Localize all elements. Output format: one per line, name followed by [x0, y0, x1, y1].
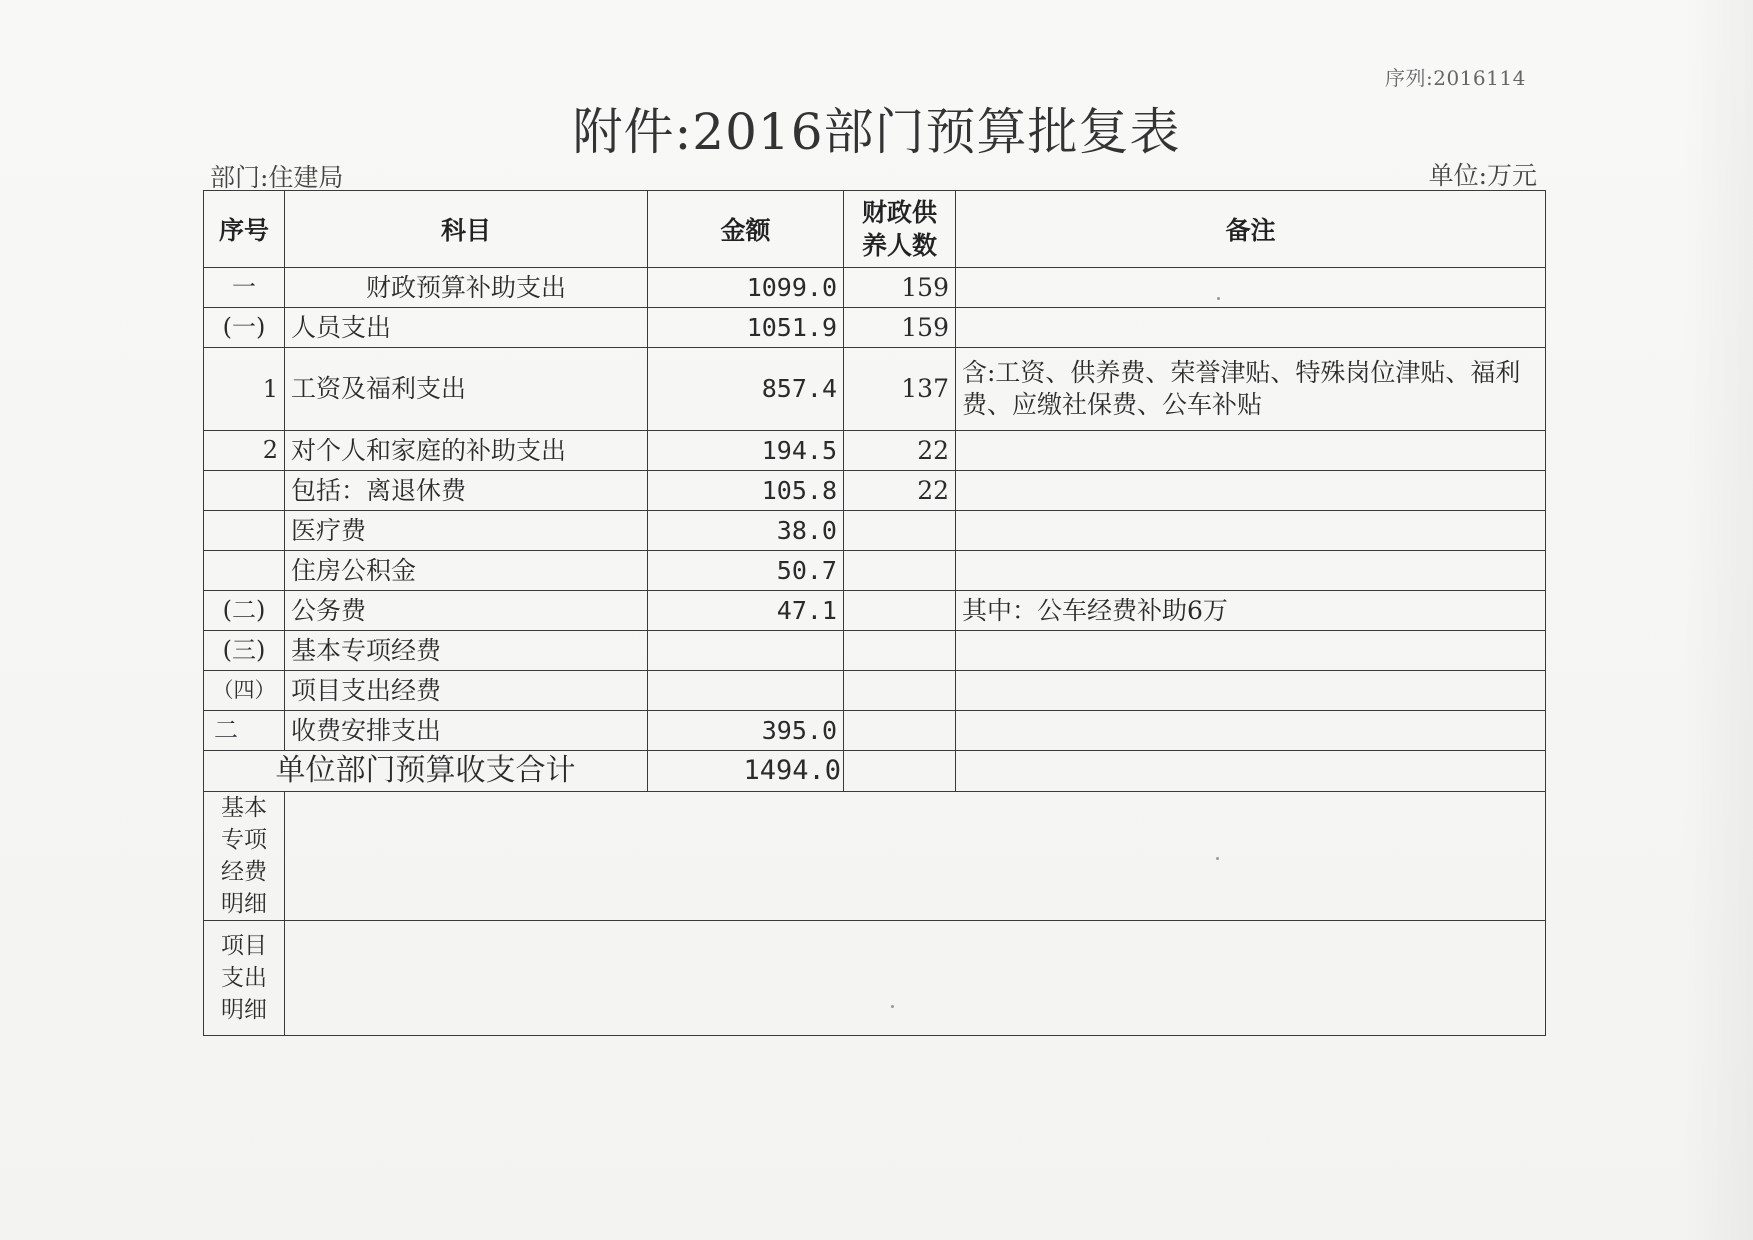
row-note: [956, 671, 1546, 711]
row-note: [956, 431, 1546, 471]
column-header-note: 备注: [956, 191, 1546, 268]
row-staff-count: [844, 591, 956, 631]
row-amount: 50.7: [648, 551, 844, 591]
detail-row-project-expenditure: [204, 921, 1546, 1036]
total-amount: 1494.0: [648, 751, 844, 792]
row-note: [956, 711, 1546, 751]
detail-label-special-funds: 基本专项经费明细: [204, 792, 285, 921]
row-staff-count: 137: [844, 348, 956, 431]
table-header-row: [204, 191, 1546, 268]
row-amount: 47.1: [648, 591, 844, 631]
row-seq: 二: [204, 711, 285, 751]
row-subject: 基本专项经费: [285, 631, 648, 671]
row-staff-count: [844, 551, 956, 591]
table-row: [204, 591, 1546, 631]
row-staff-count: [844, 711, 956, 751]
row-subject: 项目支出经费: [285, 671, 648, 711]
row-subject: 收费安排支出: [285, 711, 648, 751]
column-header-subject: 科目: [285, 191, 648, 268]
scan-speck: [1217, 297, 1220, 300]
row-amount: 1099.0: [648, 268, 844, 308]
detail-label-project-expenditure: 项目支出明细: [204, 921, 285, 1036]
row-subject: 人员支出: [285, 308, 648, 348]
row-subject: 包括：离退休费: [285, 471, 648, 511]
row-staff-count: [844, 511, 956, 551]
unit-label: 单位:万元: [1428, 161, 1537, 190]
table-row: [204, 268, 1546, 308]
table-row: [204, 308, 1546, 348]
column-header-amount: 金额: [648, 191, 844, 268]
row-subject: 住房公积金: [285, 551, 648, 591]
row-amount: 38.0: [648, 511, 844, 551]
row-amount: 1051.9: [648, 308, 844, 348]
row-subject: 财政预算补助支出: [285, 268, 648, 308]
row-note: 其中：公车经费补助6万: [956, 591, 1546, 631]
table-row: [204, 551, 1546, 591]
table-row: [204, 511, 1546, 551]
row-note: [956, 631, 1546, 671]
row-amount: 395.0: [648, 711, 844, 751]
row-amount: 105.8: [648, 471, 844, 511]
row-amount: [648, 671, 844, 711]
row-staff-count: 159: [844, 308, 956, 348]
row-seq: 一: [204, 268, 285, 308]
row-amount: [648, 631, 844, 671]
table-row: [204, 431, 1546, 471]
total-label: 单位部门预算收支合计: [204, 751, 648, 792]
row-seq: (一): [204, 308, 285, 348]
detail-content-special-funds: [285, 792, 1546, 921]
row-seq: (二): [204, 591, 285, 631]
table-row: [204, 631, 1546, 671]
total-staff-count: [844, 751, 956, 792]
paper-edge-shadow: [1683, 0, 1753, 1240]
table-row: [204, 471, 1546, 511]
detail-content-project-expenditure: [285, 921, 1546, 1036]
row-note: [956, 308, 1546, 348]
column-header-seq: 序号: [204, 191, 285, 268]
row-seq: [204, 551, 285, 591]
page-title: 附件:2016部门预算批复表: [572, 103, 1181, 161]
row-amount: 857.4: [648, 348, 844, 431]
row-staff-count: 159: [844, 268, 956, 308]
row-seq: [204, 511, 285, 551]
row-staff-count: [844, 631, 956, 671]
serial-number: 序列:2016114: [1385, 66, 1526, 90]
row-staff-count: 22: [844, 471, 956, 511]
total-note: [956, 751, 1546, 792]
row-subject: 工资及福利支出: [285, 348, 648, 431]
row-seq: （四）: [204, 671, 285, 711]
row-seq: 2: [204, 431, 285, 471]
column-header-staff-count: 财政供养人数: [844, 191, 956, 268]
row-seq: 1: [204, 348, 285, 431]
detail-row-special-funds: [204, 792, 1546, 921]
row-amount: 194.5: [648, 431, 844, 471]
total-row: [204, 751, 1546, 792]
row-staff-count: 22: [844, 431, 956, 471]
row-note: [956, 268, 1546, 308]
row-seq: (三): [204, 631, 285, 671]
row-note: [956, 471, 1546, 511]
department-label: 部门:住建局: [210, 163, 344, 192]
row-note: [956, 511, 1546, 551]
row-note: 含:工资、供养费、荣誉津贴、特殊岗位津贴、福利费、应缴社保费、公车补贴: [956, 348, 1546, 431]
row-subject: 对个人和家庭的补助支出: [285, 431, 648, 471]
table-row: [204, 348, 1546, 431]
table-row: [204, 711, 1546, 751]
row-subject: 医疗费: [285, 511, 648, 551]
row-note: [956, 551, 1546, 591]
scan-speck: [891, 1005, 894, 1008]
budget-table: [203, 190, 1546, 1036]
row-subject: 公务费: [285, 591, 648, 631]
table-row: [204, 671, 1546, 711]
row-staff-count: [844, 671, 956, 711]
row-seq: [204, 471, 285, 511]
scan-speck: [1216, 857, 1219, 860]
